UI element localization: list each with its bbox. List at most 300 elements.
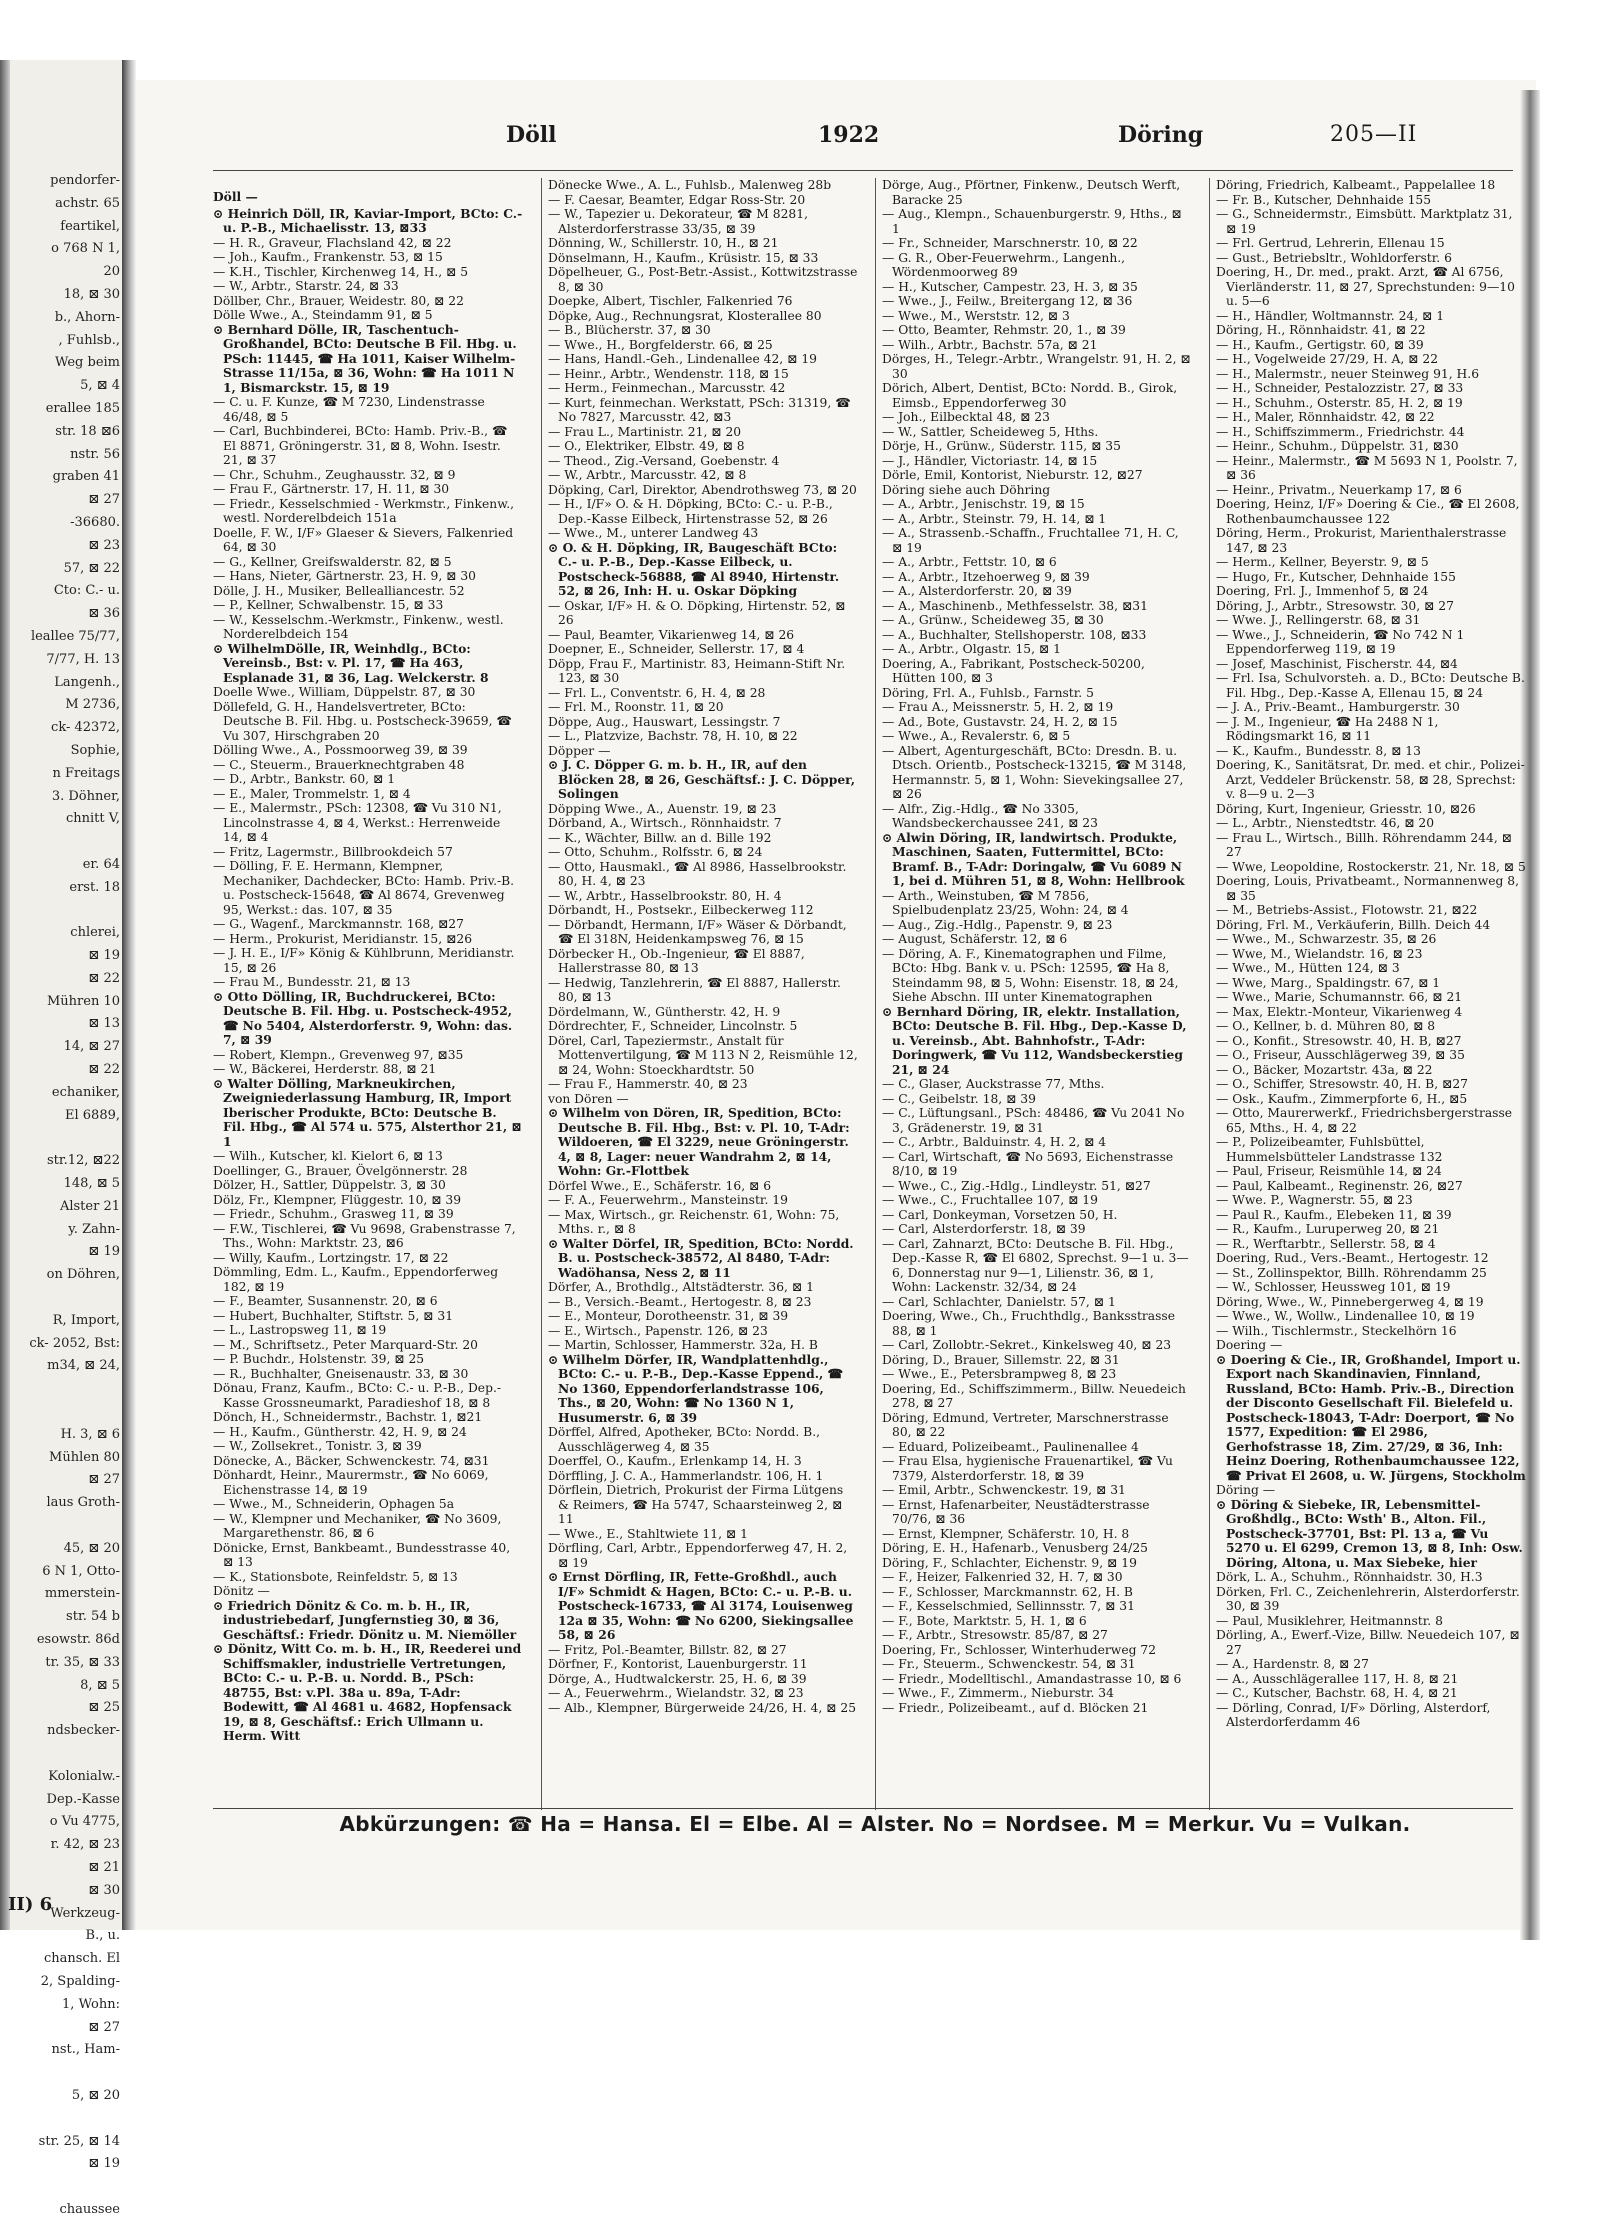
- directory-entry: Döpelheuer, G., Post-Betr.-Assist., Kottwitzstrasse 8, ⊠ 30: [548, 265, 858, 294]
- directory-entry: Dörje, H., Grünw., Süderstr. 115, ⊠ 35: [882, 439, 1121, 453]
- directory-entry: — Frau A., Meissnerstr. 5, H. 2, ⊠ 19: [882, 700, 1114, 714]
- directory-entry: — Heinr., Malermstr., ☎ M 5693 N 1, Poolstr. 7, ⊠ 36: [1216, 453, 1518, 482]
- directory-entry: — Wwe., J., Feilw., Breitergang 12, ⊠ 36: [882, 294, 1133, 308]
- directory-entry: — O., Bäcker, Mozartstr. 43a, ⊠ 22: [1216, 1062, 1433, 1077]
- left-page-line: chansch. El: [43, 1951, 120, 1967]
- left-page-line: ⊠ 22: [88, 970, 120, 986]
- left-page-line: Mühlen 80: [49, 1449, 120, 1465]
- left-page-line: [8, 1743, 120, 1766]
- directory-entry: — J. H. E., I/F» König & Kühlbrunn, Meridianstr. 15, ⊠ 26: [213, 946, 515, 975]
- directory-entry: ⊙ WilhelmDölle, IR, Weinhdlg., BCto: Vereinsb., Bst: v. Pl. 17, ☎ Ha 463, Esplanade 31, ⊠ 36, Lag. Welckerstr. 8: [213, 640, 489, 685]
- directory-entry: — Wilh., Kutscher, kl. Kielort 6, ⊠ 13: [213, 1149, 443, 1164]
- directory-entry: Dörffel, Alfred, Apotheker, BCto: Nordd. B., Ausschlägerweg 4, ⊠ 35: [548, 1425, 821, 1454]
- directory-entry: — Max, Wirtsch., gr. Reichenstr. 61, Wohn: 75, Mths. r., ⊠ 8: [548, 1207, 840, 1236]
- directory-entry: — B., Versich.-Beamt., Hertogestr. 8, ⊠ 23: [548, 1294, 812, 1309]
- directory-entry: — Paul, Musiklehrer, Heitmannstr. 8: [1216, 1613, 1443, 1628]
- directory-entry: — F. Caesar, Beamter, Edgar Ross-Str. 20: [548, 192, 806, 207]
- left-page-line: Mühren 10: [46, 993, 120, 1009]
- directory-entry: — L., Arbtr., Nienstedtstr. 46, ⊠ 20: [1216, 816, 1435, 830]
- left-page-line: str. 25, ⊠ 14: [38, 2133, 120, 2149]
- left-page-line: feartikel,: [60, 218, 120, 234]
- directory-entry: — Frl. M., Roonstr. 11, ⊠ 20: [548, 700, 724, 714]
- directory-entry: Döring, H., Rönnhaidstr. 41, ⊠ 22: [1216, 323, 1426, 337]
- directory-entry: — Wwe., C., Zig.-Hdlg., Lindleystr. 51, ⊠27: [882, 1178, 1151, 1193]
- directory-entry: — August, Schäferstr. 12, ⊠ 6: [882, 932, 1068, 946]
- directory-entry: — Frau M., Bundesstr. 21, ⊠ 13: [213, 975, 411, 990]
- left-page-line: [8, 2062, 120, 2085]
- column-heading: Döll —: [213, 189, 258, 205]
- directory-entry: — R., Buchhalter, Gneisenaustr. 33, ⊠ 30: [213, 1366, 469, 1381]
- directory-entry: — Friedr., Polizeibeamt., auf d. Blöcken 21: [882, 1700, 1149, 1715]
- directory-entry: Dörge, A., Hudtwalckerstr. 25, H. 6, ⊠ 39: [548, 1671, 807, 1686]
- directory-entry: — H., Kaufm., Gertigstr. 60, ⊠ 39: [1216, 337, 1424, 352]
- left-page-line: m34, ⊠ 24,: [47, 1358, 120, 1374]
- left-page-line: erallee 185: [45, 400, 120, 416]
- directory-entry: ⊙ Döring & Siebeke, IR, Lebensmittel-Großhdlg., BCto: Wsth' B., Alton. Fil., Postscheck-37701, Bst: Pl. 13 a, ☎ Vu 5270 u. El 6299, Cremon 13, ⊠ 8, Inh: Osw. Döring, Altona, u. Max Siebeke, hier: [1216, 1496, 1523, 1570]
- directory-entry: — Carl, Donkeyman, Vorsetzen 50, H.: [882, 1207, 1118, 1222]
- directory-entry: Döring, J., Arbtr., Stresowstr. 30, ⊠ 27: [1216, 598, 1454, 613]
- left-page-line: , Fuhlsb.,: [58, 332, 120, 348]
- left-page-line: ⊠ 27: [88, 1472, 120, 1488]
- directory-entry: — Oskar, I/F» H. & O. Döpking, Hirtenstr. 52, ⊠ 26: [548, 598, 846, 627]
- left-page-line: ⊠ 21: [88, 1859, 120, 1875]
- directory-entry: — Frau Elsa, hygienische Frauenartikel, ☎ Vu 7379, Alsterdorferstr. 18, ⊠ 39: [882, 1454, 1173, 1483]
- left-page-line: chlerei,: [70, 925, 120, 941]
- left-page-line: [8, 2108, 120, 2131]
- directory-entry: — O., Friseur, Ausschlägerweg 39, ⊠ 35: [1216, 1048, 1465, 1062]
- directory-entry: — H., Malermstr., neuer Steinweg 91, H.6: [1216, 366, 1480, 381]
- directory-entry: Döpke, Aug., Rechnungsrat, Klosterallee 80: [548, 308, 822, 323]
- left-page-line: ⊠ 27: [88, 492, 120, 508]
- left-page-line: chaussee: [59, 2201, 120, 2217]
- directory-entry: Dörfling, Carl, Arbtr., Eppendorferweg 47, H. 2, ⊠ 19: [548, 1541, 848, 1570]
- left-page-line: on Döhren,: [46, 1267, 120, 1283]
- directory-entry: — Josef, Maschinist, Fischerstr. 44, ⊠4: [1216, 656, 1458, 671]
- directory-entry: — E., Monteur, Dorotheenstr. 31, ⊠ 39: [548, 1309, 789, 1323]
- directory-entry: — F., Heizer, Falkenried 32, H. 7, ⊠ 30: [882, 1570, 1123, 1584]
- directory-entry: — R., Werftarbtr., Sellerstr. 58, ⊠ 4: [1216, 1236, 1436, 1251]
- directory-entry: — Dölling, F. E. Hermann, Klempner, Mechaniker, Dachdecker, BCto: Hamb. Priv.-B. u. Postscheck-15648, ☎ Al 8674, Grevenweg 95, Werkst.: das. 107, ⊠ 35: [213, 859, 515, 917]
- directory-entry: ⊙ Friedrich Dönitz & Co. m. b. H., IR, industriebedarf, Jungfernstieg 30, ⊠ 36, Geschäftsf.: Friedr. Dönitz u. M. Niemöller: [213, 1597, 517, 1642]
- directory-entry: — Frl. Isa, Schulvorsteh. a. D., BCto: Deutsche B. Fil. Hbg., Dep.-Kasse A, Ellenau 15, ⊠ 24: [1216, 671, 1525, 700]
- directory-entry: Döring, Wwe., W., Pinnebergerweg 4, ⊠ 19: [1216, 1294, 1484, 1309]
- directory-entry: — Wwe., E., Stahltwiete 11, ⊠ 1: [548, 1526, 748, 1541]
- left-page-line: er. 64: [82, 856, 120, 872]
- directory-entry: ⊙ O. & H. Döpking, IR, Baugeschäft BCto: C.- u. P.-B., Dep.-Kasse Eilbeck, u. Postscheck-56888, ☎ Al 8940, Hirtenstr. 52, ⊠ 26, Inh: H. u. Oskar Döpking: [548, 539, 840, 598]
- directory-entry: Döppe, Aug., Hauswart, Lessingstr. 7: [548, 714, 781, 729]
- directory-entry: — G., Wagenf., Marckmannstr. 168, ⊠27: [213, 917, 464, 932]
- left-page-line: Langenh.,: [54, 674, 120, 690]
- directory-entry: — P., Polizeibeamter, Fuhlsbüttel, Hummelsbütteler Landstrasse 132: [1216, 1135, 1443, 1164]
- directory-entry: — W., Arbtr., Starstr. 24, ⊠ 33: [213, 279, 399, 294]
- directory-entry: — Frau L., Martinistr. 21, ⊠ 20: [548, 424, 742, 439]
- directory-entry: Döring, Edmund, Vertreter, Marschnerstrasse 80, ⊠ 22: [882, 1410, 1169, 1439]
- left-page-line: chnitt V,: [65, 811, 120, 827]
- left-page-line: 20: [103, 264, 120, 280]
- directory-entry: Dörfel Wwe., E., Schäferstr. 16, ⊠ 6: [548, 1178, 772, 1193]
- directory-entry: — Fritz, Pol.-Beamter, Billstr. 82, ⊠ 27: [548, 1642, 787, 1657]
- left-page-line: ⊠ 19: [88, 1244, 120, 1260]
- directory-entry: — Ernst, Klempner, Schäferstr. 10, H. 8: [882, 1526, 1130, 1541]
- directory-entry: — Herm., Kellner, Beyerstr. 9, ⊠ 5: [1216, 555, 1429, 569]
- directory-entry: — H., Schuhm., Osterstr. 85, H. 2, ⊠ 19: [1216, 395, 1463, 410]
- directory-entry: — G., Kellner, Greifswalderstr. 82, ⊠ 5: [213, 554, 452, 569]
- left-page-line: Alster 21: [59, 1198, 120, 1214]
- directory-entry: — Paul, Friseur, Reismühle 14, ⊠ 24: [1216, 1164, 1442, 1178]
- directory-entry: — R., Kaufm., Luruperweg 20, ⊠ 21: [1216, 1222, 1440, 1236]
- directory-entry: — G., Schneidermstr., Eimsbütt. Marktplatz 31, ⊠ 19: [1216, 207, 1513, 236]
- directory-entry: — E., Maler, Trommelstr. 1, ⊠ 4: [213, 786, 411, 801]
- directory-entry: — F., Arbtr., Stresowstr. 85/87, ⊠ 27: [882, 1628, 1108, 1642]
- directory-entry: Dörle, Emil, Kontorist, Nieburstr. 12, ⊠27: [882, 468, 1143, 482]
- directory-entry: — F. A., Feuerwehrm., Mansteinstr. 19: [548, 1193, 788, 1207]
- directory-entry: — Frau L., Wirtsch., Billh. Röhrendamm 244, ⊠ 27: [1216, 830, 1512, 859]
- directory-entry: ⊙ Wilhelm Dörfer, IR, Wandplattenhdlg., BCto: C.- u. P.-B., Dep.-Kasse Eppend., ☎ No 1360, Eppendorferlandstrasse 106, Ths., ⊠ 20, Wohn: ☎ No 1360 N 1, Husumerstr. 6, ⊠ 39: [548, 1351, 843, 1425]
- directory-entry: ⊙ Walter Dölling, Markneukirchen, Zweigniederlassung Hamburg, IR, Import Iberischer Produkte, BCto: Deutsche B. Fil. Hbg., ☎ Al 574 u. 575, Alsterthor 21, ⊠ 1: [213, 1075, 522, 1149]
- directory-entry: — F., Kesselschmied, Sellinnsstr. 7, ⊠ 31: [882, 1599, 1135, 1613]
- left-page-line: pendorfer-: [50, 173, 120, 188]
- directory-entry: Dörich, Albert, Dentist, BCto: Nordd. B., Girok, Eimsb., Eppendorferweg 30: [882, 381, 1178, 410]
- left-page-line: ⊠ 13: [88, 1016, 120, 1032]
- directory-entry: — Ernst, Hafenarbeiter, Neustädterstrasse 70/76, ⊠ 36: [882, 1497, 1150, 1526]
- directory-entry: — Döring, A. F., Kinematographen und Filme, BCto: Hbg. Bank v. u. PSch: 12595, ☎ Ha 8, Steindamm 98, ⊠ 5, Wohn: Eisenstr. 18, ⊠ 24, Siehe Abschn. III unter Kinematographen: [882, 946, 1179, 1004]
- directory-entry: — F., Beamter, Susannenstr. 20, ⊠ 6: [213, 1294, 438, 1309]
- directory-entry: — Fr., Schneider, Marschnerstr. 10, ⊠ 22: [882, 236, 1138, 250]
- directory-entry: Döring, Herm., Prokurist, Marienthalerstrasse 147, ⊠ 23: [1216, 526, 1507, 555]
- directory-entry: — Gust., Betriebsltr., Wohldorferstr. 6: [1216, 250, 1452, 265]
- directory-entry: — Carl, Buchbinderei, BCto: Hamb. Priv.-B., ☎ El 8871, Gröningerstr. 31, ⊠ 8, Wohn. Isestr. 21, ⊠ 37: [213, 424, 508, 468]
- directory-entry: — W., Tapezier u. Dekorateur, ☎ M 8281, Alsterdorferstrasse 33/35, ⊠ 39: [548, 207, 808, 236]
- left-page-line: mmerstein-: [44, 1586, 120, 1602]
- directory-entry: — W., Klempner und Mechaniker, ☎ No 3609, Margarethenstr. 86, ⊠ 6: [213, 1511, 502, 1541]
- left-page-line: [8, 1287, 120, 1310]
- directory-entry: Doering, Frl. J., Immenhof 5, ⊠ 24: [1216, 584, 1429, 598]
- left-page-line: achstr. 65: [55, 195, 120, 211]
- directory-entry: Dölle, J. H., Musiker, Bellealliancestr. 52: [213, 583, 465, 598]
- directory-entry: — Heinr., Privatm., Neuerkamp 17, ⊠ 6: [1216, 482, 1462, 497]
- directory-entry: — H., Kaufm., Güntherstr. 42, H. 9, ⊠ 24: [213, 1424, 467, 1439]
- left-page-line: B., u.: [85, 1928, 120, 1944]
- left-page-line: esowstr. 86d: [36, 1632, 120, 1647]
- left-page-footer: II) 6: [8, 1894, 53, 1915]
- directory-entry: Doepner, E., Schneider, Sellerstr. 17, ⊠ 4: [548, 642, 805, 656]
- left-page-line: 6 N 1, Otto-: [42, 1563, 120, 1579]
- left-page-line: [8, 1401, 120, 1424]
- directory-entry: — Martin, Schlosser, Hammerstr. 32a, H. B: [548, 1338, 818, 1352]
- left-page-line: 18, ⊠ 30: [63, 286, 120, 302]
- left-page-line: echaniker,: [51, 1084, 120, 1100]
- directory-entry: — C., Lüftungsanl., PSch: 48486, ☎ Vu 2041 No 3, Grädenerstr. 19, ⊠ 31: [882, 1106, 1185, 1135]
- directory-entry: — Herm., Feinmechan., Marcusstr. 42: [548, 381, 786, 395]
- left-page-line: ⊠ 36: [88, 606, 120, 622]
- directory-entry: — Hedwig, Tanzlehrerin, ☎ El 8887, Hallerstr. 80, ⊠ 13: [548, 975, 841, 1004]
- left-page-line: ck- 2052, Bst:: [29, 1335, 120, 1351]
- directory-entry: — Friedr., Modelltischl., Amandastrasse 10, ⊠ 6: [882, 1671, 1182, 1686]
- directory-entry: — Wwe, Marg., Spaldingstr. 67, ⊠ 1: [1216, 975, 1441, 990]
- directory-entry: — Wwe., J., Schneiderin, ☎ No 742 N 1 Eppendorferweg 119, ⊠ 19: [1216, 627, 1465, 656]
- left-page-line: r. 42, ⊠ 23: [50, 1837, 120, 1853]
- left-page-line: [8, 1515, 120, 1538]
- directory-entry: — W., Arbtr., Hasselbrookstr. 80, H. 4: [548, 888, 782, 903]
- directory-entry: — Frau F., Gärtnerstr. 17, H. 11, ⊠ 30: [213, 482, 450, 497]
- directory-entry: — Wilh., Arbtr., Bachstr. 57a, ⊠ 21: [882, 337, 1098, 352]
- directory-entry: Döllefeld, G. H., Handelsvertreter, BCto: Deutsche B. Fil. Hbg. u. Postscheck-39659, ☎ Vu 307, Hirschgraben 20: [213, 699, 512, 743]
- left-page-line: n Freitags: [52, 765, 120, 781]
- directory-entry: — Willy, Kaufm., Lortzingstr. 17, ⊠ 22: [213, 1250, 449, 1265]
- directory-entry: — Friedr., Kesselschmied - Werkmstr., Finkenw., westl. Norderelbdeich 151a: [213, 496, 515, 526]
- directory-entry: — H., Maler, Rönnhaidstr. 42, ⊠ 22: [1216, 410, 1435, 424]
- directory-entry: Dörge, Aug., Pförtner, Finkenw., Deutsch Werft, Baracke 25: [882, 178, 1181, 207]
- header-year: 1922: [818, 122, 880, 148]
- directory-entry: Dörffling, J. C. A., Hammerlandstr. 106, H. 1: [548, 1468, 824, 1483]
- directory-entry: — Wwe., A., Revalerstr. 6, ⊠ 5: [882, 729, 1071, 743]
- directory-entry: — W., Sattler, Scheideweg 5, Hths.: [882, 424, 1099, 439]
- directory-entry: — Wwe., M., Schneiderin, Ophagen 5a: [213, 1497, 455, 1512]
- directory-entry: — St., Zollinspektor, Billh. Röhrendamm 25: [1216, 1265, 1487, 1280]
- directory-entry: — D., Arbtr., Bankstr. 60, ⊠ 1: [213, 772, 396, 787]
- directory-entry: — Wwe., C., Fruchtallee 107, ⊠ 19: [882, 1193, 1098, 1207]
- directory-entry: — H., Vogelweide 27/29, H. A, ⊠ 22: [1216, 352, 1439, 366]
- left-page-line: 14, ⊠ 27: [63, 1039, 120, 1055]
- directory-entry: — A., Alsterdorferstr. 20, ⊠ 39: [882, 584, 1072, 598]
- directory-entry: — P., Kellner, Schwalbenstr. 15, ⊠ 33: [213, 598, 444, 613]
- directory-entry: — Carl, Zahnarzt, BCto: Deutsche B. Fil. Hbg., Dep.-Kasse R, ☎ El 6802, Sprechst. 9—1 u. 3—6, Donnerstag nur 9—1, Lilienstr. 36, ⊠ 1, Wohn: Lackenstr. 32/34, ⊠ 24: [882, 1236, 1189, 1294]
- directory-entry: — Otto, Beamter, Rehmstr. 20, 1., ⊠ 39: [882, 323, 1126, 337]
- directory-entry: — Heinr., Arbtr., Wendenstr. 118, ⊠ 15: [548, 366, 789, 381]
- directory-entry: Doering, Rud., Vers.-Beamt., Hertogestr. 12: [1216, 1251, 1489, 1265]
- directory-entry: — P. Buchdr., Holstenstr. 39, ⊠ 25: [213, 1352, 425, 1367]
- directory-entry: — Friedr., Schuhm., Grasweg 11, ⊠ 39: [213, 1207, 454, 1222]
- page-number: 205—II: [1330, 122, 1418, 147]
- directory-entry: Döpping Wwe., A., Auenstr. 19, ⊠ 23: [548, 801, 777, 816]
- directory-entry: ⊙ Otto Dölling, IR, Buchdruckerei, BCto: Deutsche B. Fil. Hbg. u. Postscheck-4952, ☎ No 5404, Alsterdorferstr. 9, Wohn: das. 7, ⊠ 39: [213, 988, 513, 1048]
- footer-rule: [213, 1808, 1513, 1809]
- directory-entry: — C., Glaser, Auckstrasse 77, Mths.: [882, 1077, 1105, 1091]
- abbreviations-footer: Abkürzungen: ☎ Ha = Hansa. El = Elbe. Al = Alster. No = Nordsee. M = Merkur. Vu = Vulkan.: [339, 1812, 1411, 1836]
- directory-entry: — W., Arbtr., Marcusstr. 42, ⊠ 8: [548, 468, 747, 482]
- directory-entry: — Wwe., W., Wollw., Lindenallee 10, ⊠ 19: [1216, 1309, 1475, 1323]
- directory-entry: — Hans, Nieter, Gärtnerstr. 23, H. 9, ⊠ 30: [213, 569, 476, 584]
- column-2: [541, 178, 858, 1810]
- left-page-line: str.12, ⊠22: [46, 1153, 120, 1169]
- directory-entry: — A., Arbtr., Jenischstr. 19, ⊠ 15: [882, 497, 1085, 511]
- directory-entry: Dörfner, F., Kontorist, Lauenburgerstr. 11: [548, 1657, 808, 1671]
- left-page-line: laus Groth-: [46, 1495, 120, 1511]
- directory-entry: Doering, A., Fabrikant, Postscheck-50200, Hütten 100, ⊠ 3: [882, 656, 1145, 685]
- left-page-line: o Vu 4775,: [49, 1814, 120, 1830]
- directory-entry: — C., Geibelstr. 18, ⊠ 39: [882, 1091, 1036, 1106]
- left-page-line: graben 41: [52, 469, 120, 485]
- directory-entry: Döpp, Frau F., Martinistr. 83, Heimann-Stift Nr. 123, ⊠ 30: [548, 656, 846, 685]
- directory-entry: — Wwe, M., Wielandstr. 16, ⊠ 23: [1216, 946, 1423, 961]
- directory-entry: Doering, K., Sanitätsrat, Dr. med. et chir., Polizei-Arzt, Veddeler Brückenstr. 58, ⊠ 28, Sprechst: v. 8—9 u. 2—3: [1216, 758, 1525, 801]
- left-page-line: [8, 831, 120, 854]
- directory-entry: — Aug., Klempn., Schauenburgerstr. 9, Hths., ⊠ 1: [882, 207, 1182, 236]
- left-page-line: R, Import,: [52, 1312, 120, 1328]
- directory-entry: Döring, D., Brauer, Sillemstr. 22, ⊠ 31: [882, 1352, 1120, 1367]
- directory-entry: — H., Kutscher, Campestr. 23, H. 3, ⊠ 35: [882, 279, 1138, 294]
- directory-entry: — A., Ausschlägerallee 117, H. 8, ⊠ 21: [1216, 1671, 1459, 1686]
- directory-entry: — Hans, Handl.-Geh., Lindenallee 42, ⊠ 19: [548, 352, 817, 366]
- left-page-line: o 768 N 1,: [51, 241, 120, 257]
- directory-entry: — J. M., Ingenieur, ☎ Ha 2488 N 1, Rödingsmarkt 16, ⊠ 11: [1216, 714, 1439, 743]
- directory-entry: — F., Bote, Marktstr. 5, H. 1, ⊠ 6: [882, 1613, 1087, 1628]
- directory-entry: Döring, Frl. A., Fuhlsb., Farnstr. 5: [882, 685, 1094, 700]
- directory-entry: Dönau, Franz, Kaufm., BCto: C.- u. P.-B., Dep.-Kasse Grossneumarkt, Paradieshof 18, ⊠ 8: [213, 1381, 502, 1410]
- directory-entry: — M., Betriebs-Assist., Flotowstr. 21, ⊠22: [1216, 903, 1478, 917]
- left-page-line: 5, ⊠ 20: [71, 2087, 120, 2103]
- directory-entry: Doering, H., Dr. med., prakt. Arzt, ☎ Al 6756, Vierländerstr. 11, ⊠ 27, Sprechstunden: 9—10 u. 5—6: [1216, 265, 1515, 308]
- directory-entry: Doering, Ed., Schiffszimmerm., Billw. Neuedeich 278, ⊠ 27: [882, 1381, 1186, 1410]
- left-page-line: 45, ⊠ 20: [63, 1540, 120, 1556]
- left-page-line: leallee 75/77,: [30, 628, 120, 644]
- directory-entry: Döring —: [1216, 1483, 1276, 1497]
- directory-entry: — Aug., Zig.-Hdlg., Papenstr. 9, ⊠ 23: [882, 917, 1113, 932]
- left-page-line: nstr. 56: [70, 446, 120, 462]
- directory-entry: — Herm., Prokurist, Meridianstr. 15, ⊠26: [213, 931, 473, 946]
- directory-entry: — Albert, Agenturgeschäft, BCto: Dresdn. B. u. Dtsch. Orientb., Postscheck-13215, ☎ M 3148, Hermannstr. 5, ⊠ 1, Wohn: Sievekingsallee 27, ⊠ 26: [882, 743, 1187, 801]
- directory-entry: — Fritz, Lagermstr., Billbrookdeich 57: [213, 844, 453, 859]
- left-page-line: 5, ⊠ 4: [80, 378, 120, 394]
- directory-entry: — Otto, Maurerwerkf., Friedrichsbergerstrasse 65, Mths., H. 4, ⊠ 22: [1216, 1106, 1513, 1135]
- directory-entry: von Dören —: [548, 1091, 629, 1106]
- left-page-line: ⊠ 19: [88, 948, 120, 964]
- left-page-line: erst. 18: [69, 879, 120, 895]
- directory-entry: ⊙ Wilhelm von Dören, IR, Spedition, BCto: Deutsche B. Fil. Hbg., Bst: v. Pl. 10, T-Adr: Wildoeren, ☎ El 3229, neue Gröningerstr. 4, ⊠ 8, Lager: neuer Wandrahm 2, ⊠ 14, Wohn: Gr.-Flottbek: [548, 1105, 850, 1178]
- directory-entry: — J. A., Priv.-Beamt., Hamburgerstr. 30: [1216, 700, 1460, 714]
- directory-entry: Doelle Wwe., William, Düppelstr. 87, ⊠ 30: [213, 685, 476, 700]
- directory-entry: — Carl, Alsterdorferstr. 18, ⊠ 39: [882, 1222, 1086, 1236]
- directory-entry: — Frl. L., Conventstr. 6, H. 4, ⊠ 28: [548, 685, 766, 700]
- directory-entry: — O., Kellner, b. d. Mühren 80, ⊠ 8: [1216, 1019, 1436, 1033]
- directory-entry: — A., Feuerwehrm., Wielandstr. 32, ⊠ 23: [548, 1686, 804, 1700]
- left-page-line: Kolonialw.-: [48, 1768, 120, 1784]
- directory-entry: Döring, Kurt, Ingenieur, Griesstr. 10, ⊠26: [1216, 801, 1476, 816]
- column-3: [875, 178, 1192, 1810]
- directory-entry: Dölzer, H., Sattler, Düppelstr. 3, ⊠ 30: [213, 1178, 446, 1193]
- directory-entry: — A., Strassenb.-Schaffn., Fruchtallee 71, H. C, ⊠ 19: [882, 526, 1179, 555]
- left-page-line: nst., Ham-: [51, 2042, 120, 2058]
- directory-entry: — Frl. Gertrud, Lehrerin, Ellenau 15: [1216, 236, 1445, 250]
- left-page-line: ⊠ 27: [88, 2019, 120, 2035]
- directory-entry: — Hugo, Fr., Kutscher, Dehnhaide 155: [1216, 569, 1456, 584]
- directory-entry: Doellinger, G., Brauer, Övelgönnerstr. 28: [213, 1163, 468, 1178]
- directory-entry: ⊙ Walter Dörfel, IR, Spedition, BCto: Nordd. B. u. Postscheck-38572, Al 8480, T-Adr: Wadöhansa, Ness 2, ⊠ 11: [548, 1235, 854, 1280]
- directory-entry: Dölz, Fr., Klempner, Flüggestr. 10, ⊠ 39: [213, 1192, 462, 1207]
- directory-entry: — Wilh., Tischlermstr., Steckelhörn 16: [1216, 1323, 1457, 1338]
- directory-entry: — Carl, Schlachter, Danielstr. 57, ⊠ 1: [882, 1294, 1116, 1309]
- directory-entry: — Wwe., Marie, Schumannstr. 66, ⊠ 21: [1216, 990, 1463, 1004]
- left-page-line: 8, ⊠ 5: [80, 1677, 120, 1693]
- directory-entry: ⊙ Alwin Döring, IR, landwirtsch. Produkte, Maschinen, Saaten, Futtermittel, BCto: Bramf. B., T-Adr: Doringalw, ☎ Vu 6089 N 1, bei d. Mühren 51, ⊠ 8, Wohn: Hellbrook: [882, 829, 1185, 888]
- directory-entry: — Osk., Kaufm., Zimmerpforte 6, H., ⊠5: [1216, 1091, 1468, 1106]
- directory-entry: — F.W., Tischlerei, ☎ Vu 9698, Grabenstrasse 7, Ths., Wohn: Marktstr. 23, ⊠6: [213, 1221, 516, 1251]
- directory-entry: — Arth., Weinstuben, ☎ M 7856, Spielbudenplatz 23/25, Wohn: 24, ⊠ 4: [882, 888, 1129, 917]
- directory-entry: — E., Wirtsch., Papenstr. 126, ⊠ 23: [548, 1323, 768, 1338]
- directory-entry: Doerffel, O., Kaufm., Erlenkamp 14, H. 3: [548, 1454, 802, 1468]
- left-page-line: Sophie,: [70, 742, 120, 758]
- directory-entry: — O., Schiffer, Stresowstr. 40, H. B, ⊠27: [1216, 1077, 1468, 1091]
- directory-entry: — Wwe., M., Werststr. 12, ⊠ 3: [882, 308, 1070, 323]
- directory-entry: Dölle Wwe., A., Steindamm 91, ⊠ 5: [213, 308, 433, 323]
- directory-entry: Döring, Friedrich, Kalbeamt., Pappelallee 18: [1216, 178, 1496, 192]
- column-1: [213, 178, 523, 1810]
- directory-entry: — A., Arbtr., Fettstr. 10, ⊠ 6: [882, 555, 1057, 569]
- directory-entry: — E., Malermstr., PSch: 12308, ☎ Vu 310 N1, Lincolnstrasse 4, ⊠ 4, Werkst.: Herrenweide 14, ⊠ 4: [213, 801, 502, 845]
- left-page-line: ⊠ 19: [88, 2156, 120, 2172]
- directory-entry: Doering —: [1216, 1338, 1283, 1352]
- directory-entry: Dörbecker H., Ob.-Ingenieur, ☎ El 8887, Hallerstrasse 80, ⊠ 13: [548, 946, 805, 975]
- directory-entry: Doering, Fr., Schlosser, Winterhuderweg 72: [882, 1642, 1157, 1657]
- directory-entry: Dörband, A., Wirtsch., Rönnhaidstr. 7: [548, 816, 782, 830]
- directory-entry: — A., Arbtr., Itzehoerweg 9, ⊠ 39: [882, 569, 1090, 584]
- directory-entry: Döring, E. H., Hafenarb., Venusberg 24/25: [882, 1541, 1148, 1555]
- left-page-line: Weg beim: [55, 355, 120, 371]
- directory-entry: — Joh., Eilbecktal 48, ⊠ 23: [882, 410, 1050, 424]
- left-page-line: Cto: C.- u.: [53, 583, 120, 599]
- left-page-line: ndsbecker-: [47, 1723, 120, 1739]
- left-page-line: 3. Döhner,: [51, 788, 120, 804]
- directory-entry: Dörbandt, H., Postsekr., Eilbeckerweg 112: [548, 903, 814, 917]
- directory-entry: — O., Elektriker, Elbstr. 49, ⊠ 8: [548, 439, 745, 453]
- directory-entry: — Ad., Bote, Gustavstr. 24, H. 2, ⊠ 15: [882, 714, 1118, 729]
- directory-entry: — Fr., Steuerm., Schwenckestr. 54, ⊠ 31: [882, 1657, 1136, 1671]
- left-page-line: ⊠ 30: [88, 1882, 120, 1898]
- left-page-strip: [0, 60, 125, 2217]
- directory-entry: — Joh., Kaufm., Frankenstr. 53, ⊠ 15: [213, 250, 443, 265]
- book-gutter: [122, 60, 136, 1930]
- directory-entry: Doering, Wwe., Ch., Fruchthdlg., Banksstrasse 88, ⊠ 1: [882, 1309, 1175, 1338]
- left-page-line: ⊠ 23: [88, 537, 120, 553]
- directory-entry: Döring siehe auch Döhring: [882, 482, 1051, 497]
- directory-entry: — Hubert, Buchhalter, Stiftstr. 5, ⊠ 31: [213, 1308, 454, 1323]
- directory-entry: — K., Kaufm., Bundesstr. 8, ⊠ 13: [1216, 743, 1421, 758]
- directory-entry: — Chr., Schuhm., Zeughausstr. 32, ⊠ 9: [213, 467, 456, 482]
- directory-entry: — K., Stationsbote, Reinfeldstr. 5, ⊠ 13: [213, 1569, 458, 1584]
- directory-entry: — W., Zollsekret., Tonistr. 3, ⊠ 39: [213, 1439, 422, 1454]
- directory-entry: — M., Schriftsetz., Peter Marquard-Str. 20: [213, 1337, 478, 1352]
- directory-entry: — Carl, Zollobtr.-Sekret., Kinkelsweg 40, ⊠ 23: [882, 1338, 1172, 1352]
- directory-entry: — J., Händler, Victoriastr. 14, ⊠ 15: [882, 453, 1098, 468]
- page-header: [210, 122, 1520, 166]
- directory-entry: — W., Schlosser, Heussweg 101, ⊠ 19: [1216, 1280, 1451, 1294]
- left-page-line: str. 18 ⊠6: [55, 423, 120, 439]
- directory-entry: — Otto, Schuhm., Rolfsstr. 6, ⊠ 24: [548, 845, 763, 859]
- directory-entry: Doering, Louis, Privatbeamt., Normannenweg 8, ⊠ 35: [1216, 874, 1520, 903]
- directory-entry: Dördrechter, F., Schneider, Lincolnstr. 5: [548, 1019, 798, 1033]
- directory-entry: — L., Platzvize, Bachstr. 78, H. 10, ⊠ 22: [548, 729, 798, 743]
- directory-entry: — Wwe., M., unterer Landweg 43: [548, 526, 759, 540]
- directory-entry: — H., I/F» O. & H. Döpking, BCto: C.- u. P.-B., Dep.-Kasse Eilbeck, Hirtenstrasse 52, ⊠ 26: [548, 497, 833, 526]
- directory-entry: — Frau F., Hammerstr. 40, ⊠ 23: [548, 1077, 748, 1091]
- directory-entry: — A., Hardenstr. 8, ⊠ 27: [1216, 1657, 1369, 1671]
- left-page-line: M 2736,: [65, 697, 120, 713]
- left-page-line: b., Ahorn-: [54, 309, 120, 325]
- directory-entry: Dönch, H., Schneidermstr., Bachstr. 1, ⊠21: [213, 1410, 483, 1425]
- directory-entry: — Heinr., Schuhm., Düppelstr. 31, ⊠30: [1216, 439, 1459, 453]
- left-page-line: ⊠ 22: [88, 1062, 120, 1078]
- left-page-line: Werkzeug-: [50, 1905, 120, 1921]
- directory-entry: — Carl, Wirtschaft, ☎ No 5693, Eichenstrasse 8/10, ⊠ 19: [882, 1149, 1174, 1178]
- directory-entry: — Wwe., M., Hütten 124, ⊠ 3: [1216, 961, 1400, 975]
- directory-entry: — Otto, Hausmakl., ☎ Al 8986, Hasselbrookstr. 80, H. 4, ⊠ 23: [548, 859, 847, 888]
- directory-entry: — K., Wächter, Billw. an d. Bille 192: [548, 830, 772, 845]
- directory-entry: Döpking, Carl, Direktor, Abendrothsweg 73, ⊠ 20: [548, 482, 857, 497]
- directory-entry: — B., Blücherstr. 37, ⊠ 30: [548, 323, 711, 337]
- directory-entry: — L., Lastropsweg 11, ⊠ 19: [213, 1323, 387, 1338]
- left-page-line: El 6889,: [65, 1107, 120, 1123]
- directory-entry: — C. u. F. Kunze, ☎ M 7230, Lindenstrasse 46/48, ⊠ 5: [213, 395, 485, 424]
